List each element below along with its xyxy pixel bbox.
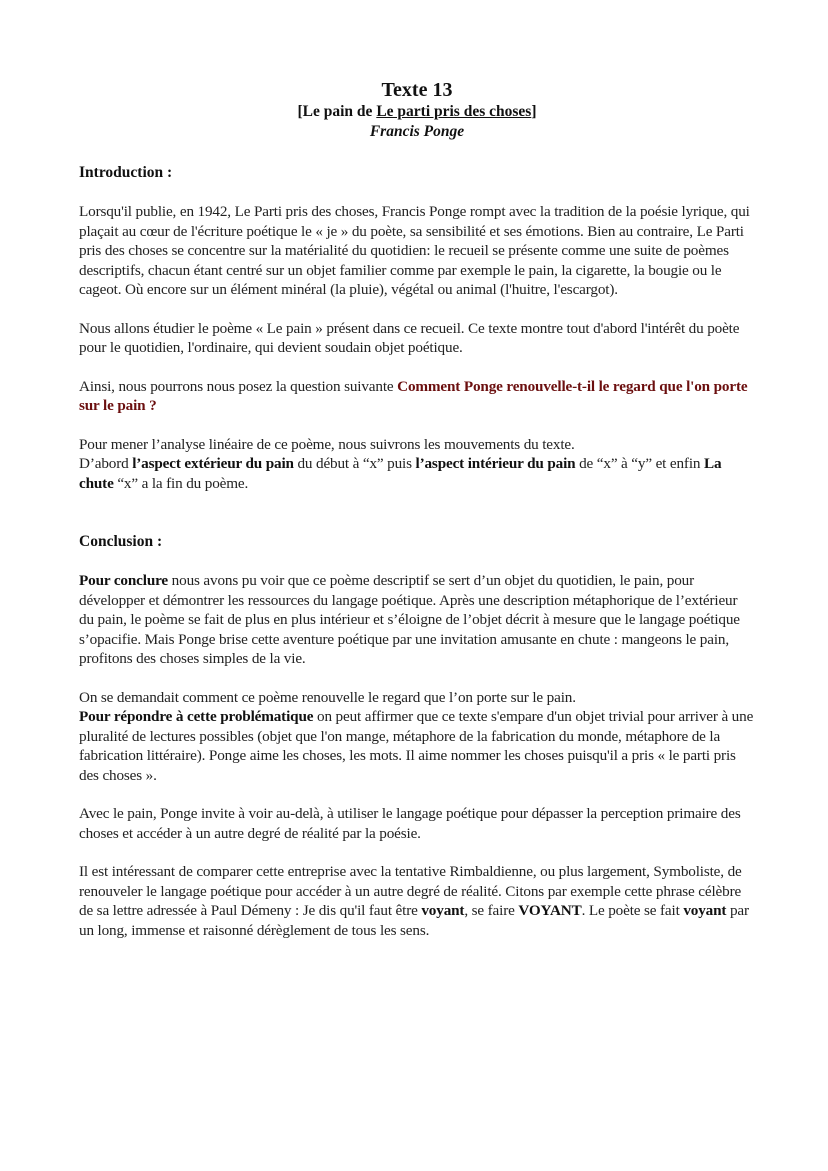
conclusion-paragraph-answer — [79, 688, 755, 786]
conclusion-answer-text: on peut affirmer que ce texte s'empare d'un objet trivial pour arriver à une pluralité de lectures possibles (objet que l'on mange, métaphore de la fabrication du monde, métaphore de la fabrication littéraire). Ponge aime les choses, les mots. Il aime nommer les choses puisqu'il a pris « le parti pris des choses ». — [79, 708, 754, 784]
conclusion-section — [79, 532, 755, 940]
intro-paragraph-subject: Nous allons étudier le poème « Le pain » présent dans ce recueil. Ce texte montre tout d'abord l'intérêt du poète pour le quotidien, l'ordinaire, qui devient soudain objet poétique. — [79, 319, 740, 356]
plan-text: de “x” à “y” et enfin — [575, 455, 704, 472]
subtitle-work-title: Le parti pris des choses — [376, 103, 532, 120]
plan-movement-2: l’aspect intérieur du pain — [415, 455, 576, 472]
plan-text: D’abord — [79, 455, 133, 472]
intro-paragraph-problematic — [79, 377, 755, 416]
plan-movement-1: l’aspect extérieur du pain — [132, 455, 294, 472]
title-block — [79, 78, 755, 141]
opening-text: par un long, immense et raisonné dérèglement de tous les sens. — [79, 902, 749, 939]
problematic-lead: Ainsi, nous pourrons nous posez la question suivante — [79, 377, 398, 395]
document-author: Francis Ponge — [369, 123, 465, 140]
plan-text: du début à “x” puis — [293, 455, 416, 472]
problematic-question: Comment Ponge renouvelle-t-il le regard que l'on porte sur le pain ? — [79, 377, 748, 414]
voyant-caps-emphasis: VOYANT — [518, 902, 582, 919]
document-page — [79, 78, 755, 959]
subtitle-prefix: [Le pain de — [297, 103, 377, 120]
conclusion-paragraph-beyond: Avec le pain, Ponge invite à voir au-delà, à utiliser le langage poétique pour dépasser la perception primaire des choses et accéder à un autre degré de réalité par la poésie. — [79, 805, 741, 842]
opening-text: , se faire — [464, 902, 519, 919]
intro-paragraph-context: Lorsqu'il publie, en 1942, Le Parti pris des choses, Francis Ponge rompt avec la tradition de la poésie lyrique, qui plaçait au cœur de l'écriture poétique le « je » du poète, sa sensibilité et ses émotions. Bien au contraire, Le Parti pris des choses se concentre sur la matérialité du quotidien: le recueil se présente comme une suite de poèmes descriptifs, chacun étant centré sur un objet familier comme par exemple le pain, la cigarette, la bougie ou le cageot. Où encore sur un élément minéral (la pluie), végétal ou animal (l'huitre, l'escargot). — [79, 203, 750, 298]
introduction-heading: Introduction : — [79, 164, 173, 181]
introduction-section — [79, 163, 755, 493]
section-spacer — [79, 512, 755, 532]
subtitle-suffix: ] — [531, 103, 537, 120]
conclusion-lead: Pour conclure — [79, 572, 169, 589]
intro-paragraph-plan — [79, 435, 755, 494]
conclusion-recall-question: On se demandait comment ce poème renouvelle le regard que l’on porte sur le pain. — [79, 688, 576, 706]
opening-text: Il est intéressant de comparer cette entreprise avec la tentative Rimbaldienne, ou plus largement, Symboliste, de renouveler le langage poétique pour accéder à un autre degré de réalité. Citons par exemple cette phrase célèbre de sa lettre adressée à Paul Démeny : Je dis qu'il faut être — [79, 863, 742, 919]
voyant-emphasis: voyant — [421, 902, 465, 919]
plan-intro-line: Pour mener l’analyse linéaire de ce poème, nous suivrons les mouvements du texte. — [79, 435, 575, 453]
conclusion-paragraph-opening — [79, 862, 755, 940]
document-title: Texte 13 — [381, 79, 453, 101]
conclusion-heading: Conclusion : — [79, 533, 163, 550]
conclusion-paragraph-summary — [79, 571, 755, 669]
conclusion-answer-lead: Pour répondre à cette problématique — [79, 708, 314, 725]
opening-text: . Le poète se fait — [581, 902, 684, 919]
document-subtitle — [79, 102, 755, 122]
plan-text: “x” a la fin du poème. — [113, 474, 249, 492]
plan-movement-3: La chute — [79, 455, 722, 492]
voyant-emphasis: voyant — [683, 902, 727, 919]
conclusion-summary-text: nous avons pu voir que ce poème descriptif se sert d’un objet du quotidien, le pain, pour développer et démontrer les ressources du langage poétique. Après une description métaphorique de l’extérieur du pain, le poème se fait de plus en plus intérieur et s’éloigne de l’objet décrit à mesure que le langage poétique s’opacifie. Mais Ponge brise cette aventure poétique par une invitation amusante en chute : mangeons le pain, profitons des choses simples de la vie. — [79, 572, 740, 667]
